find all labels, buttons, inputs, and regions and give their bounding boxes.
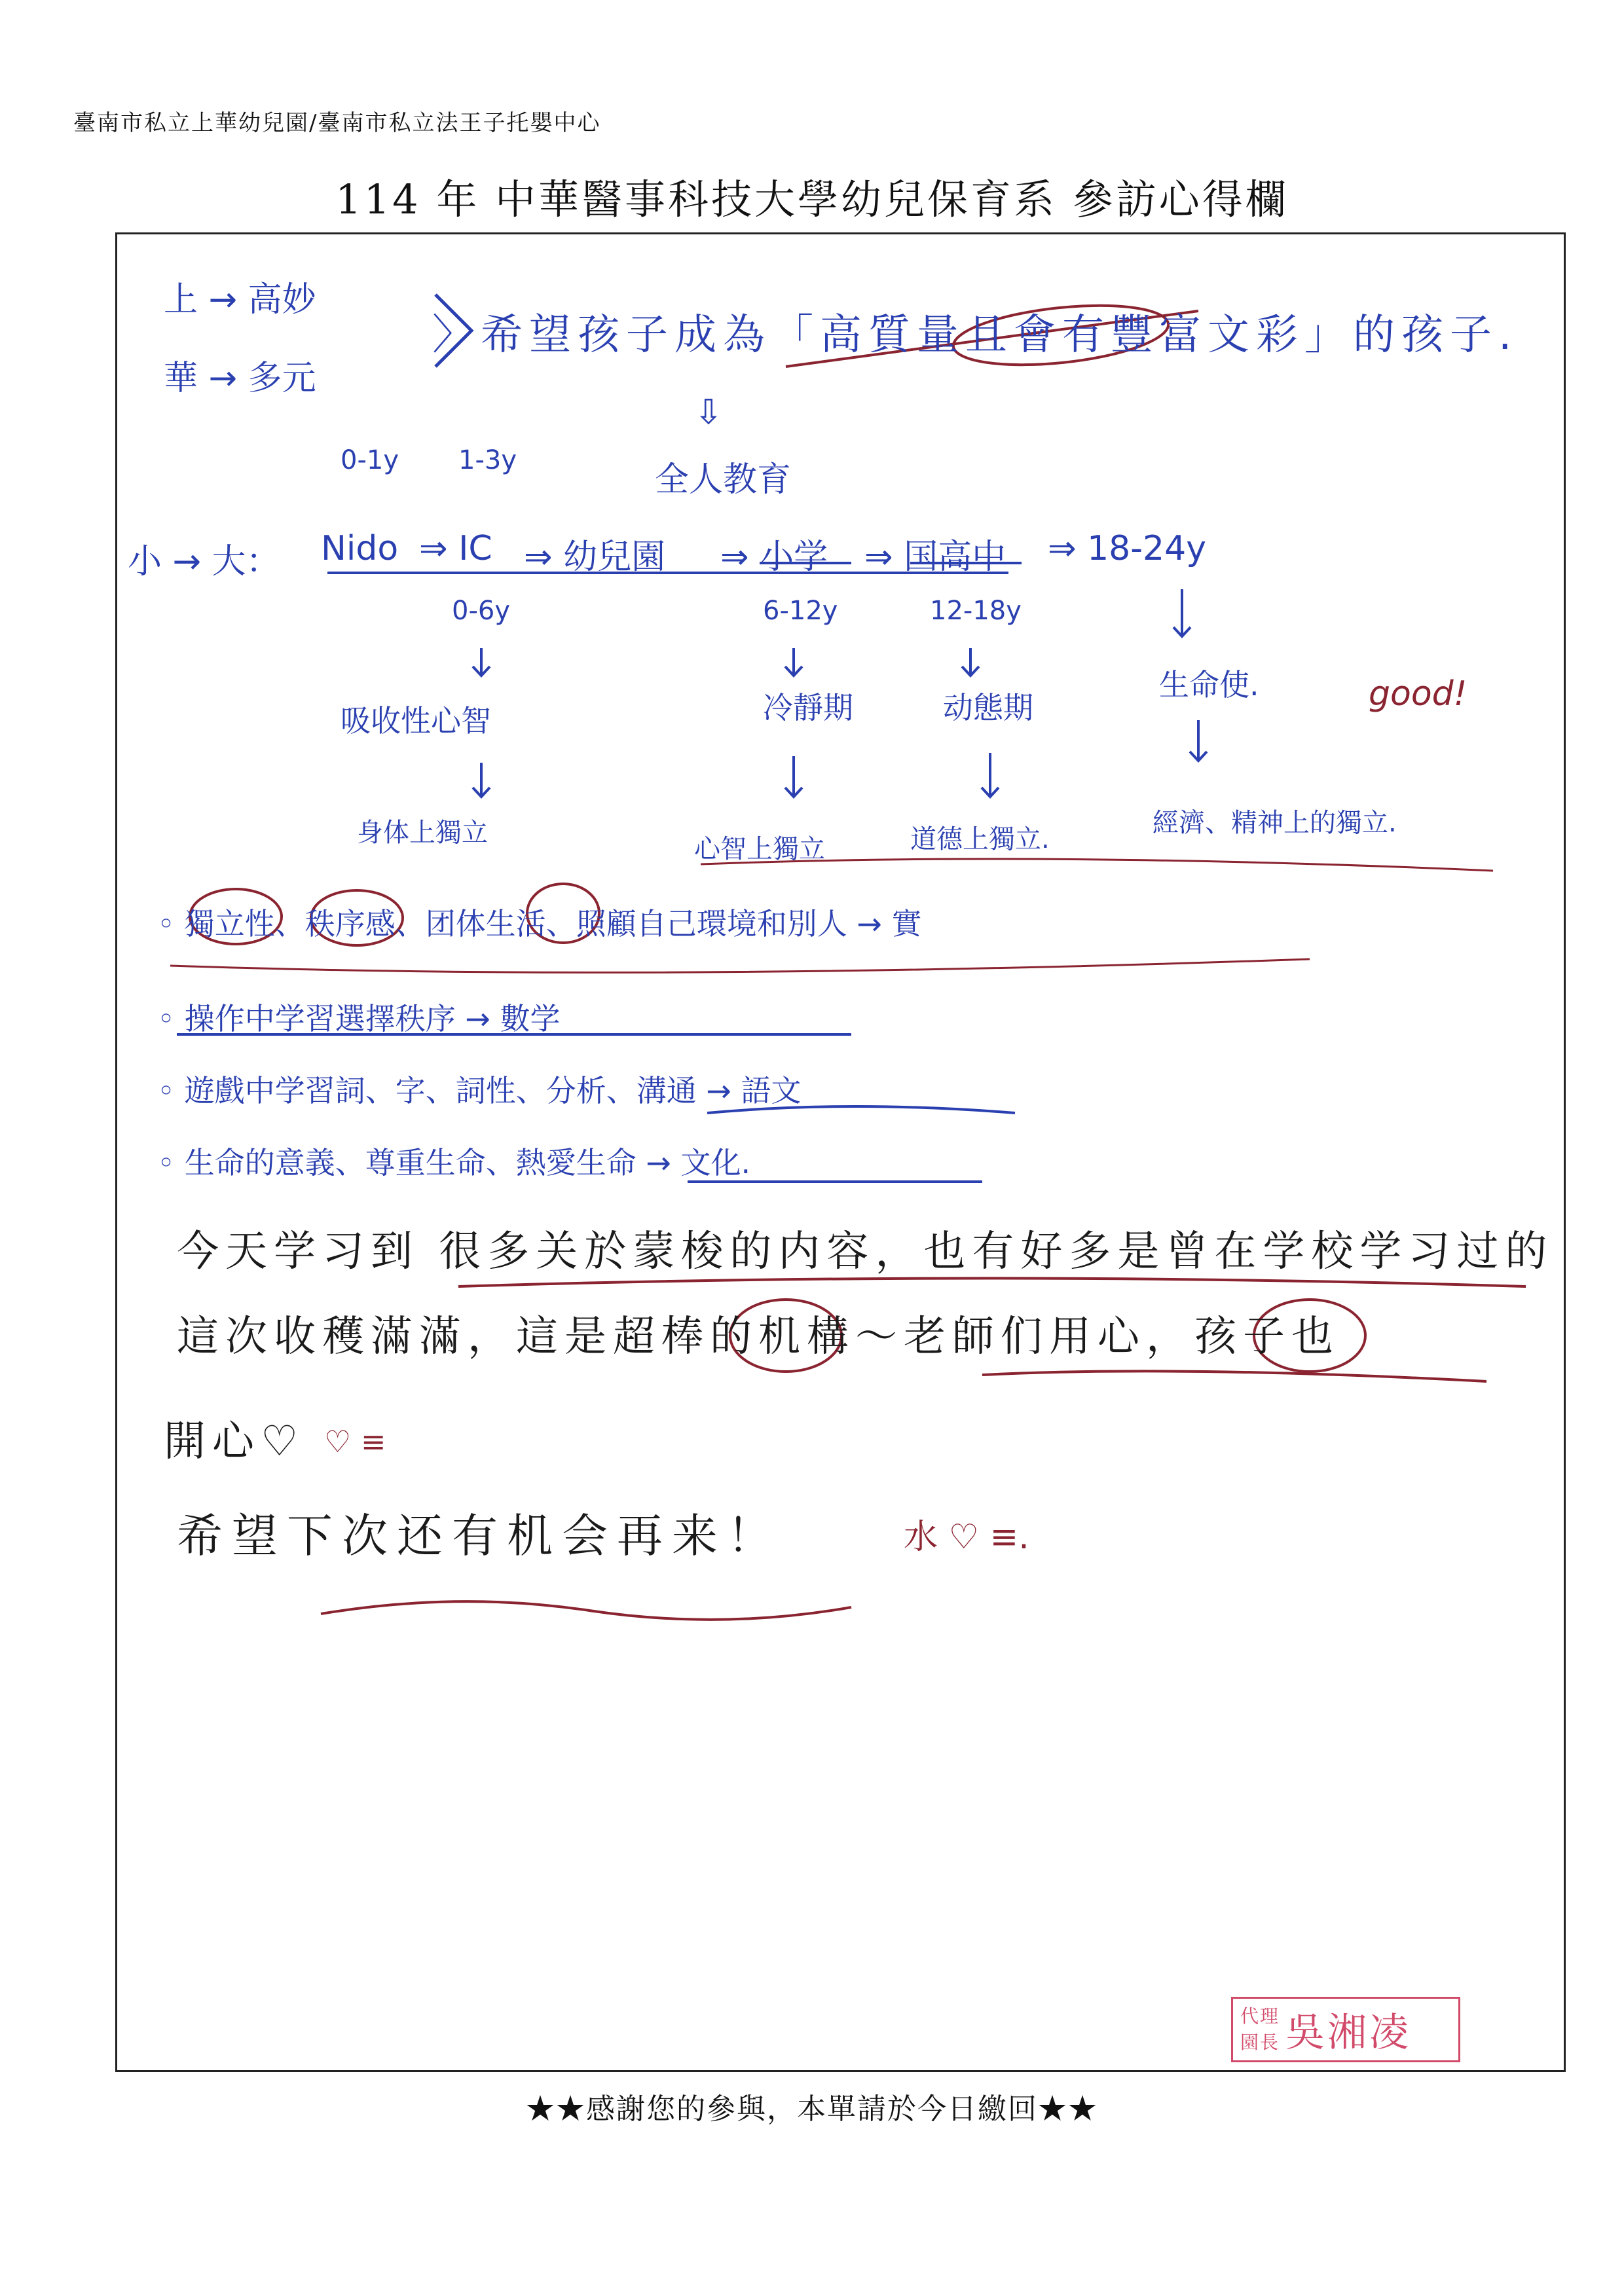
note-goal: 〉希望孩子成為「高質量且會有豐富文彩」的孩子. (432, 311, 1519, 359)
stage-adult: ⇒ 18-24y (1048, 529, 1206, 568)
age-1-3: 1-3y (458, 445, 517, 475)
note-whole-person: 全人教育 (655, 460, 792, 500)
principal-stamp (1231, 1997, 1460, 2062)
age-0-1: 0-1y (341, 445, 399, 475)
independence-economic: 經濟、精神上的獨立. (1153, 808, 1397, 838)
age-12-18: 12-18y (930, 596, 1022, 626)
teacher-mark-2: 水 ♡ ≡. (904, 1518, 1029, 1557)
arrow-down: ⇩ (694, 393, 723, 432)
point-math: ◦ 操作中学習選擇秩序 → 數学 (157, 1001, 561, 1036)
phase-calm: 冷靜期 (763, 690, 853, 725)
phase-life-mission: 生命使. (1159, 667, 1259, 702)
independence-moral: 道德上獨立. (910, 824, 1050, 854)
teacher-heart-mark: ♡ ≡ (324, 1424, 386, 1459)
reflection-line-2: 這次收穫滿滿，這是超棒的机構～老師们用心，孩子也 (177, 1313, 1340, 1361)
independence-physical: 身体上獨立 (357, 818, 488, 848)
note-shang: 上 → 高妙 (164, 280, 316, 319)
reflection-line-1: 今天学习到 很多关於蒙梭的内容，也有好多是曾在学校学习过的 (177, 1228, 1554, 1276)
note-hua: 華 → 多元 (164, 359, 316, 398)
reflection-line-4: 希望下次还有机会再来！ (177, 1509, 782, 1563)
point-culture: ◦ 生命的意義、尊重生命、熱愛生命 → 文化. (157, 1145, 751, 1180)
stamp-role: 代 理 園 長 (1240, 2005, 1278, 2053)
point-practical-life: ◦ 獨立性、秩序感、团体生活、照顧自己環境和別人 → 實 (157, 906, 922, 941)
footer-note: ★★感謝您的參與，本單請於今日繳回★★ (526, 2092, 1098, 2126)
stamp-name: 吳湘凌 (1285, 2010, 1411, 2056)
form-title: 114 年 中華醫事科技大學幼兒保育系 參訪心得欄 (335, 175, 1289, 223)
point-language: ◦ 遊戲中学習詞、字、詞性、分析、溝通 → 語文 (157, 1073, 802, 1108)
independence-mental: 心智上獨立 (694, 834, 825, 864)
teacher-good-mark: good! (1369, 674, 1467, 714)
stage-ic: ⇒ IC (419, 529, 492, 568)
small-to-big: 小 → 大： (128, 542, 280, 581)
phase-absorbent-mind: 吸收性心智 (341, 703, 491, 738)
stage-secondary: ⇒ 国高中 (864, 538, 1006, 577)
age-6-12: 6-12y (763, 596, 838, 626)
organization-name: 臺南市私立上華幼兒園/臺南市私立法王子托嬰中心 (73, 110, 601, 136)
age-0-6: 0-6y (452, 596, 511, 626)
stage-kindergarten: ⇒ 幼兒園 (524, 538, 666, 577)
stage-elementary: ⇒ 小学 (720, 538, 828, 577)
phase-dynamic: 动態期 (943, 690, 1033, 725)
stage-nido: Nido (321, 529, 399, 568)
reflection-line-3: 開心♡ (164, 1417, 305, 1466)
